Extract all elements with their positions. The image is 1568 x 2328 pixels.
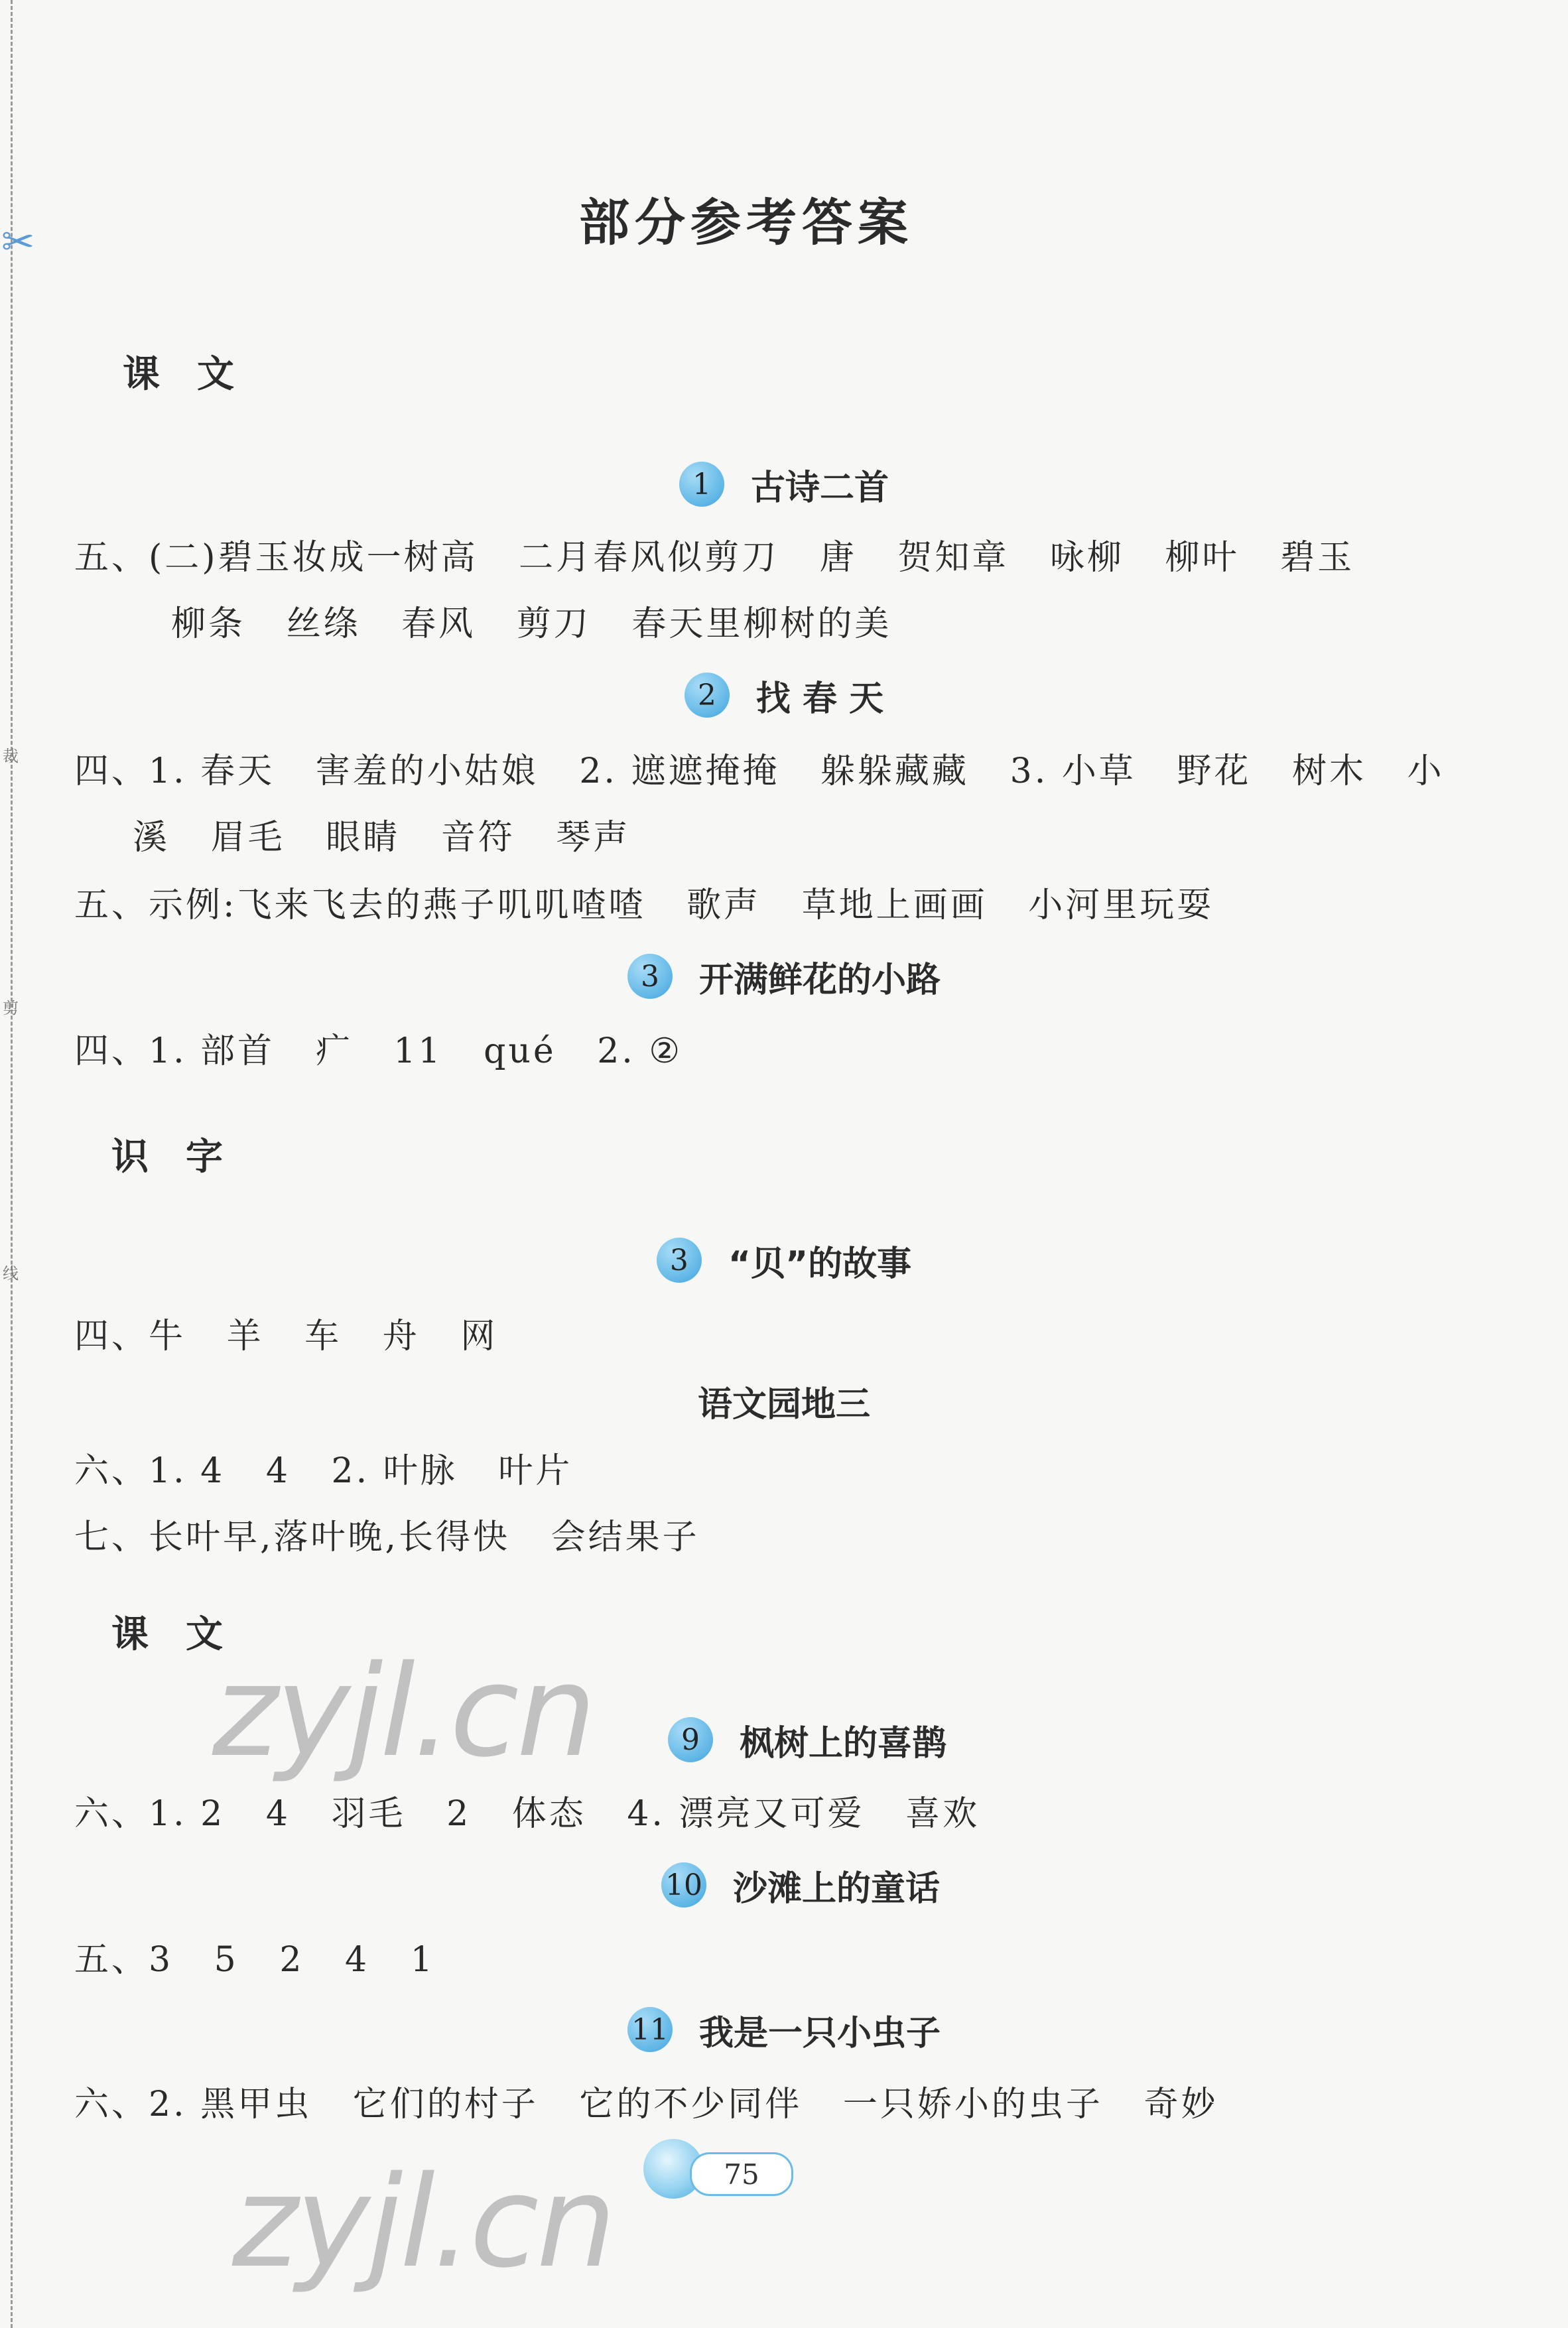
chapter-number-badge: 9 (668, 1717, 713, 1762)
margin-char: 裁 (3, 747, 19, 765)
chapter-number-badge: 10 (661, 1862, 706, 1908)
cut-line (11, 0, 13, 2328)
chapter-heading (0, 1374, 1568, 1427)
answer-line: 六、2. 黑甲虫 它们的村子 它的不少同伴 一只娇小的虫子 奇妙 (74, 2085, 1218, 2124)
section-heading (111, 1605, 223, 1658)
page-number (690, 2152, 793, 2196)
chapter-number-badge: 1 (679, 462, 724, 507)
answer-line: 柳条 丝绦 春风 剪刀 春天里柳树的美 (171, 604, 892, 644)
section-char: 课 (123, 353, 160, 396)
chapter-title: 我是一只小虫子 (698, 2013, 941, 2053)
chapter-number-badge: 3 (627, 954, 673, 999)
answer-line: 五、3 5 2 4 1 (74, 1940, 435, 1980)
chapter-heading (0, 1713, 1568, 1766)
answer-line: 五、(二)碧玉妆成一树高 二月春风似剪刀 唐 贺知章 咏柳 柳叶 碧玉 (74, 538, 1355, 578)
chapter-heading (0, 669, 1568, 722)
answer-line: 四、牛 羊 车 舟 网 (74, 1317, 498, 1356)
section-heading (111, 1128, 223, 1181)
section-heading (123, 345, 234, 398)
page-number-text: 75 (724, 2158, 759, 2191)
chapter-heading (0, 950, 1568, 1003)
chapter-heading (0, 2003, 1568, 2056)
margin-char: 线 (3, 1264, 19, 1283)
chapter-title: 语文园地三 (697, 1384, 870, 1425)
chapter-number-badge: 3 (657, 1238, 702, 1283)
answer-line: 七、长叶早,落叶晚,长得快 会结果子 (74, 1518, 700, 1557)
page-number-area (637, 2126, 796, 2212)
answer-line: 六、1. 2 4 羽毛 2 体态 4. 漂亮又可爱 喜欢 (74, 1794, 980, 1834)
answer-line: 溪 眉毛 眼睛 音符 琴声 (133, 818, 631, 858)
chapter-title: 开满鲜花的小路 (698, 960, 941, 1000)
chapter-number-badge: 11 (627, 2007, 673, 2052)
chapter-number-badge: 2 (685, 673, 730, 718)
answer-line: 四、1. 春天 害羞的小姑娘 2. 遮遮掩掩 躲躲藏藏 3. 小草 野花 树木 小 (74, 751, 1445, 791)
watermark: zyjl.cn (212, 1638, 594, 1785)
watermark: zyjl.cn (232, 2149, 614, 2296)
chapter-title: 沙滩上的童话 (732, 1868, 940, 1909)
section-char: 文 (186, 1613, 223, 1656)
section-char: 文 (197, 353, 234, 396)
chapter-title: “贝”的故事 (728, 1244, 912, 1284)
chapter-title: 古诗二首 (750, 468, 889, 508)
section-char: 字 (186, 1135, 223, 1179)
answer-line: 六、1. 4 4 2. 叶脉 叶片 (74, 1451, 573, 1491)
section-char: 课 (111, 1613, 149, 1656)
section-char: 识 (111, 1135, 149, 1179)
page-title: 部分参考答案 (579, 193, 913, 252)
chapter-heading (0, 1234, 1568, 1287)
answer-line: 五、示例:飞来飞去的燕子叽叽喳喳 歌声 草地上画画 小河里玩耍 (74, 885, 1214, 925)
chapter-title: 找 春 天 (755, 679, 884, 719)
scissors-icon: ✂ (1, 219, 35, 265)
answer-line: 四、1. 部首 疒 11 qué 2. ② (74, 1031, 683, 1071)
margin-char: 剪 (3, 999, 19, 1017)
chapter-heading (0, 1858, 1568, 1911)
chapter-title: 枫树上的喜鹊 (739, 1723, 947, 1764)
chapter-heading (0, 458, 1568, 511)
